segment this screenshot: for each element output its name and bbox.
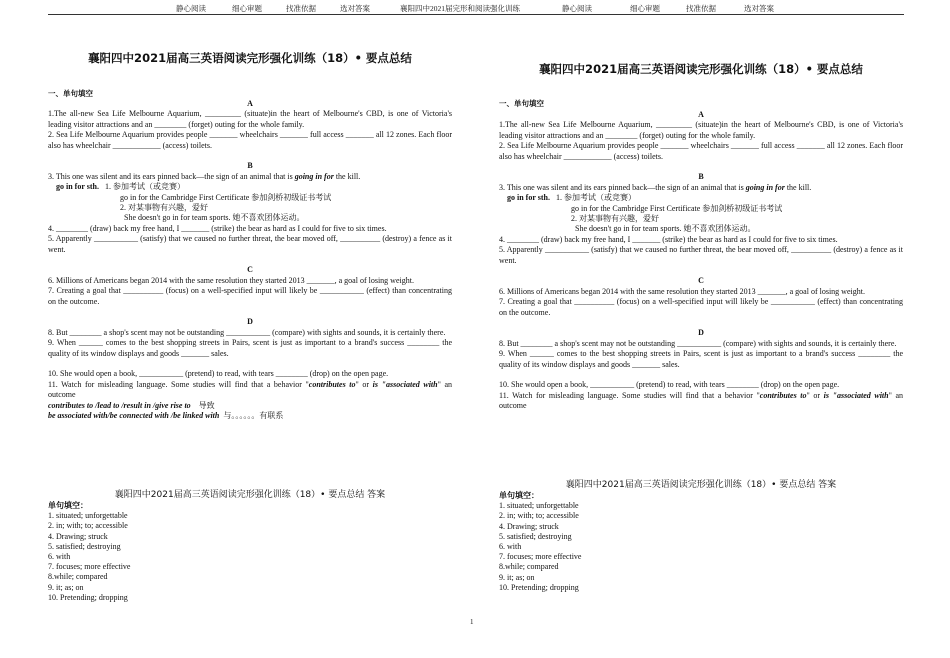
section-heading: 一、单句填空: [48, 89, 93, 98]
header-item: 找准依据: [686, 4, 716, 13]
header-item: 静心阅读: [562, 4, 592, 13]
question-5: 5. Apparently ___________ (satisfy) that we caused no further threat, the bear moved off, __________ (destroy) a fence as it went.: [499, 245, 903, 265]
part-letter: D: [247, 317, 253, 327]
phrase-sense: 2. 对某事物有兴趣，爱好: [120, 203, 208, 213]
part-letter: A: [247, 99, 253, 108]
question-5: 5. Apparently ___________ (satisfy) that we caused no further threat, the bear moved off, __________ (destroy) a fence as it went.: [48, 234, 452, 254]
question-block: [48, 99, 452, 421]
part-letter: C: [247, 265, 253, 275]
section-heading: 一、单句填空: [499, 99, 544, 108]
page-title: 襄阳四中2021届高三英语阅读完形强化训练（18）• 要点总结: [539, 62, 863, 76]
question-7: 7. Creating a goal that __________ (focus) on a well-specified input will likely be ___________ (effect) than concentrating on the outcome.: [48, 286, 452, 306]
question-6: 6. Millions of Americans began 2014 with the same resolution they started 2013 _______, a goal of losing weight.: [499, 286, 865, 296]
part-letter: B: [247, 161, 253, 171]
answer-heading: 单句填空：: [48, 501, 88, 510]
answer-list: [499, 491, 581, 593]
question-9: 9. When ______ comes to the best shopping streets in Pairs, scent is just as important to a brand's success ________ the quality of its window displays and goods _______ sales.: [48, 338, 452, 358]
header-item: 选对答案: [744, 4, 774, 13]
answer-item: 1. situated; unforgettable: [48, 511, 128, 521]
answer-item: 7. focuses; more effective: [499, 552, 582, 562]
question-11: 11. Watch for misleading language. Some studies will find that a behavior "contributes to" or is "associated with" an outcome: [48, 379, 453, 400]
question-10: 10. She would open a book, ___________ (pretend) to read, with tears ________ (drop) on the open page.: [499, 380, 840, 390]
answer-heading: 单句填空：: [499, 491, 539, 500]
part-letter: A: [698, 110, 704, 119]
answer-item: 10. Pretending; dropping: [48, 592, 128, 602]
answer-item: 8.while; compared: [48, 572, 108, 582]
phrase-example: go in for the Cambridge First Certificate 参加剑桥初级证书考试: [571, 203, 783, 213]
answer-item: 1. situated; unforgettable: [499, 501, 579, 511]
answer-item: 4. Drawing; struck: [499, 521, 559, 531]
question-2: 2. Sea Life Melbourne Aquarium provides people _______ wheelchairs _______ full access _______ all 12 zones. Each floor also has wheelchair ____________ (access) toilets.: [48, 130, 452, 150]
answer-item: 9. it; as; on: [48, 582, 84, 592]
page-title: 襄阳四中2021届高三英语阅读完形强化训练（18）• 要点总结: [88, 51, 412, 65]
usage-note: contributes to /lead to /result in /give rise to 导致: [48, 400, 215, 410]
question-6: 6. Millions of Americans began 2014 with the same resolution they started 2013 _______, a goal of losing weight.: [48, 275, 414, 285]
answer-item: 2. in; with; to; accessible: [48, 521, 128, 531]
question-3: 3. This one was silent and its ears pinned back—the sign of an animal that is going in for the kill.: [499, 182, 812, 192]
phrase-example: She doesn't go in for team sports. 她不喜欢团体运动。: [124, 213, 305, 223]
question-11: 11. Watch for misleading language. Some studies will find that a behavior "contributes to" or is "associated with" an outcome: [499, 390, 904, 411]
question-10: 10. She would open a book, ___________ (pretend) to read, with tears ________ (drop) on the open page.: [48, 369, 389, 379]
question-block: [499, 110, 903, 412]
answer-item: 2. in; with; to; accessible: [499, 511, 579, 521]
question-4: 4. ________ (draw) back my free hand, I _______ (strike) the bear as hard as I could for five to six times.: [48, 223, 387, 233]
answer-item: 4. Drawing; struck: [48, 531, 108, 541]
part-letter: D: [698, 328, 704, 338]
question-1: 1.The all-new Sea Life Melbourne Aquarium, _________ (situate)in the heart of Melbourne's CBD, is one of Victoria's leading visitor attractions and an ________ (forget) outing for the whole family.: [48, 109, 452, 129]
question-3: 3. This one was silent and its ears pinned back—the sign of an animal that is going in for the kill.: [48, 171, 361, 181]
answer-title: 襄阳四中2021届高三英语阅读完形强化训练（18）• 要点总结 答案: [565, 480, 837, 490]
header-item: 静心阅读: [176, 4, 206, 13]
page-number: 1: [470, 618, 474, 626]
answer-item: 7. focuses; more effective: [48, 562, 131, 572]
header-item: 找准依据: [286, 4, 316, 13]
running-header: [48, 0, 904, 14]
question-2: 2. Sea Life Melbourne Aquarium provides people _______ wheelchairs _______ full access _______ all 12 zones. Each floor also has wheelchair ____________ (access) toilets.: [499, 141, 903, 161]
phrase-note: go in for sth. 1. 参加考试（或竞赛）: [56, 182, 185, 192]
part-letter: C: [698, 276, 704, 286]
answer-title: 襄阳四中2021届高三英语阅读完形强化训练（18）• 要点总结 答案: [114, 490, 386, 500]
question-4: 4. ________ (draw) back my free hand, I _______ (strike) the bear as hard as I could for five to six times.: [499, 234, 838, 244]
answer-item: 6. with: [499, 542, 522, 552]
answer-item: 10. Pretending; dropping: [499, 582, 579, 592]
answer-list: [48, 501, 130, 603]
question-8: 8. But ________ a shop's scent may not be outstanding ___________ (compare) with sights and sounds, it is certainly there.: [499, 338, 897, 348]
answer-item: 6. with: [48, 552, 71, 562]
phrase-example: She doesn't go in for team sports. 她不喜欢团体运动。: [575, 224, 756, 234]
question-7: 7. Creating a goal that __________ (focus) on a well-specified input will likely be ___________ (effect) than concentrating on the outcome.: [499, 297, 903, 317]
part-letter: B: [698, 172, 704, 182]
header-item: 选对答案: [340, 4, 370, 13]
answer-item: 8.while; compared: [499, 562, 559, 572]
header-rule: [48, 14, 904, 15]
answer-item: 5. satisfied; destroying: [499, 531, 572, 541]
usage-note: be associated with/be connected with /be linked with 与。。。。。。有联系: [48, 411, 284, 421]
answer-item: 9. it; as; on: [499, 572, 535, 582]
question-9: 9. When ______ comes to the best shopping streets in Pairs, scent is just as important to a brand's success ________ the quality of its window displays and goods _______ sales.: [499, 349, 903, 369]
answer-item: 5. satisfied; destroying: [48, 541, 121, 551]
header-item: 襄阳四中2021届完形和阅读强化训练: [400, 4, 520, 13]
question-1: 1.The all-new Sea Life Melbourne Aquarium, _________ (situate)in the heart of Melbourne's CBD, is one of Victoria's leading visitor attractions and an ________ (forget) outing for the whole family.: [499, 120, 903, 140]
question-8: 8. But ________ a shop's scent may not be outstanding ___________ (compare) with sights and sounds, it is certainly there.: [48, 327, 446, 337]
header-item: 细心审题: [630, 4, 660, 13]
phrase-example: go in for the Cambridge First Certificate 参加剑桥初级证书考试: [120, 192, 332, 202]
phrase-sense: 2. 对某事物有兴趣，爱好: [571, 214, 659, 224]
phrase-note: go in for sth. 1. 参加考试（或竞赛）: [507, 193, 636, 203]
header-item: 细心审题: [232, 4, 262, 13]
